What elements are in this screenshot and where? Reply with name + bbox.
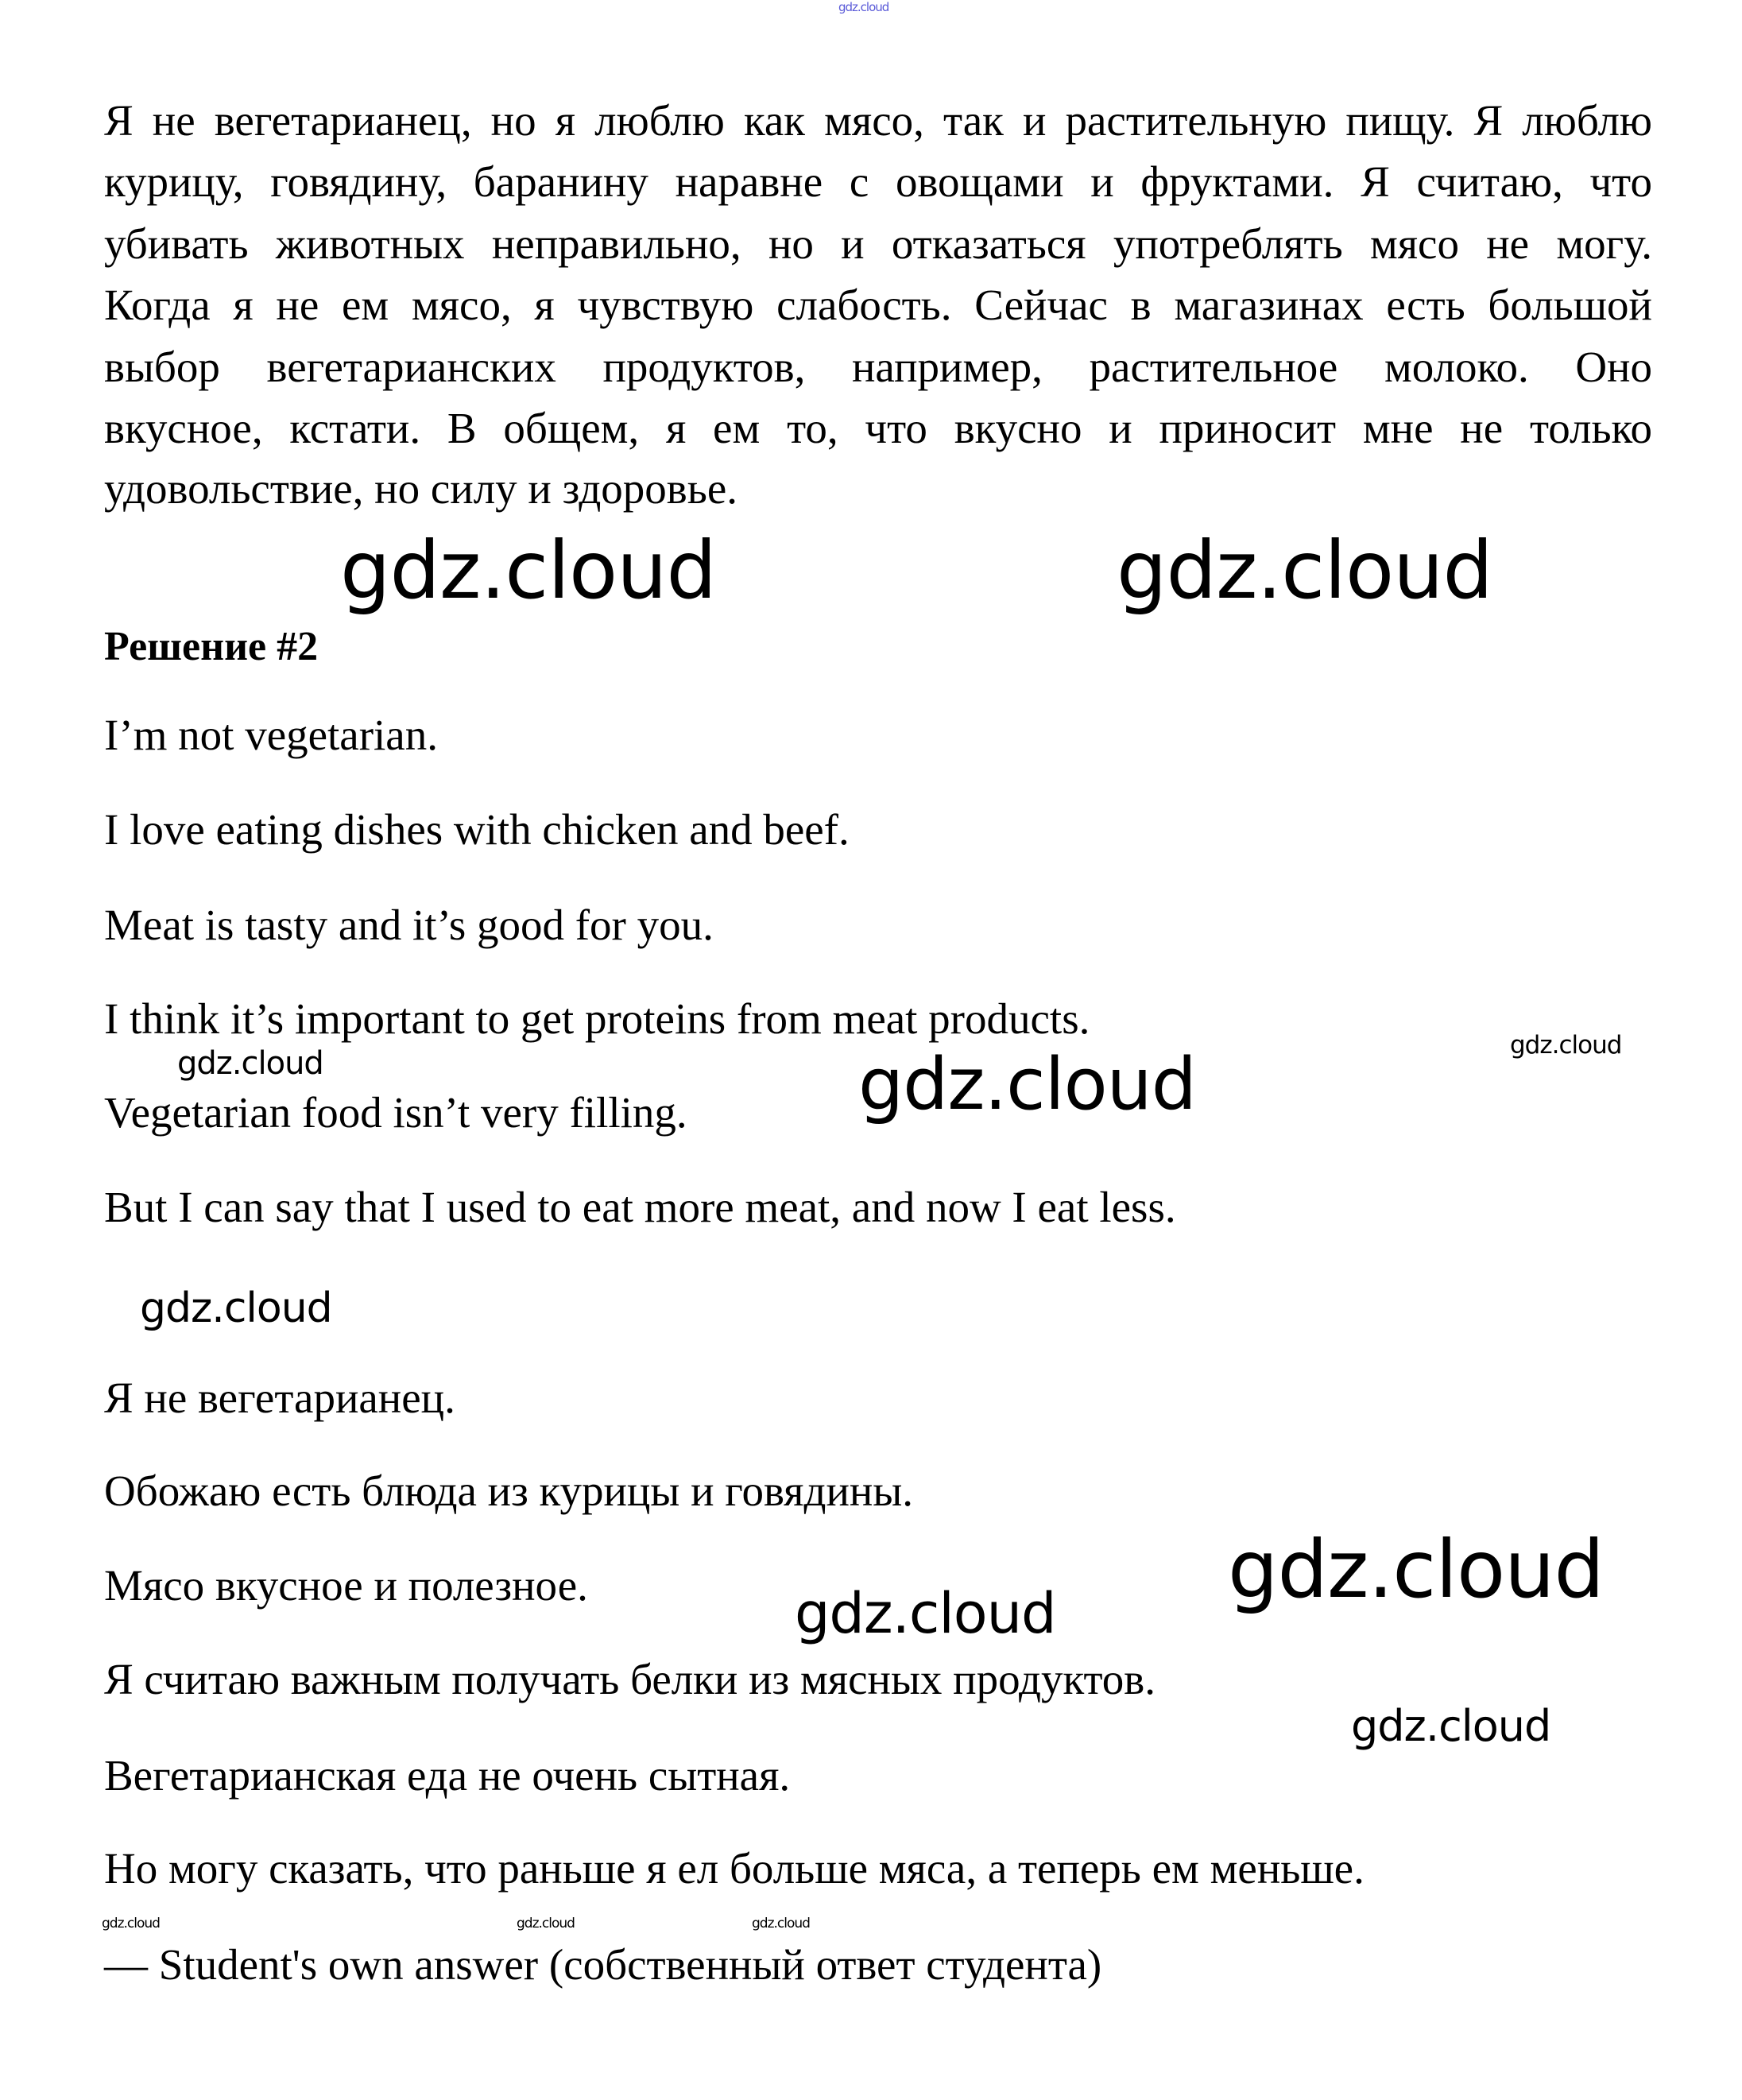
watermark: gdz.cloud — [140, 1284, 332, 1332]
english-line: I’m not vegetarian. — [104, 711, 438, 759]
final-answer-line: — Student's own answer (собственный ответ студента) — [104, 1940, 1102, 1989]
russian-line: Я считаю важным получать белки из мясных продуктов. — [104, 1655, 1156, 1703]
watermark: gdz.cloud — [752, 1916, 810, 1931]
watermark: gdz.cloud — [1510, 1031, 1622, 1060]
paragraph-line: Когда я не ем мясо, я чувствую слабость. Сейчас в магазинах есть большой — [104, 281, 1652, 329]
english-line: I think it’s important to get proteins from meat products. — [104, 994, 1090, 1043]
paragraph-line: выбор вегетарианских продуктов, например, растительное молоко. Оно — [104, 343, 1652, 391]
paragraph-line: убивать животных неправильно, но и отказаться употреблять мясо не могу. — [104, 219, 1652, 268]
russian-line: Но могу сказать, что раньше я ел больше мяса, а теперь ем меньше. — [104, 1844, 1365, 1893]
watermark: gdz.cloud — [1351, 1701, 1551, 1751]
russian-line: Я не вегетарианец. — [104, 1374, 455, 1422]
watermark: gdz.cloud — [1117, 524, 1493, 617]
watermark: gdz.cloud — [1228, 1523, 1605, 1616]
watermark: gdz.cloud — [340, 524, 717, 617]
watermark: gdz.cloud — [177, 1045, 323, 1082]
english-line: But I can say that I used to eat more meat, and now I eat less. — [104, 1183, 1176, 1231]
watermark-top: gdz.cloud — [838, 0, 889, 14]
english-line: I love eating dishes with chicken and beef. — [104, 805, 850, 854]
watermark: gdz.cloud — [517, 1916, 575, 1931]
paragraph-line: удовольствие, но силу и здоровье. — [104, 464, 738, 513]
english-line: Vegetarian food isn’t very filling. — [104, 1088, 687, 1137]
russian-line: Обожаю есть блюда из курицы и говядины. — [104, 1467, 914, 1515]
watermark: gdz.cloud — [795, 1581, 1056, 1646]
paragraph-line: вкусное, кстати. В общем, я ем то, что вкусно и приносит мне не только — [104, 404, 1652, 452]
paragraph-line: Я не вегетарианец, но я люблю как мясо, так и растительную пищу. Я люблю — [104, 96, 1652, 145]
watermark: gdz.cloud — [102, 1916, 160, 1931]
english-line: Meat is tasty and it’s good for you. — [104, 901, 714, 949]
paragraph-line: курицу, говядину, баранину наравне с овощами и фруктами. Я считаю, что — [104, 157, 1652, 206]
solution-heading: Решение #2 — [104, 624, 319, 669]
watermark: gdz.cloud — [858, 1043, 1196, 1126]
russian-line: Мясо вкусное и полезное. — [104, 1561, 588, 1610]
russian-line: Вегетарианская еда не очень сытная. — [104, 1751, 791, 1800]
